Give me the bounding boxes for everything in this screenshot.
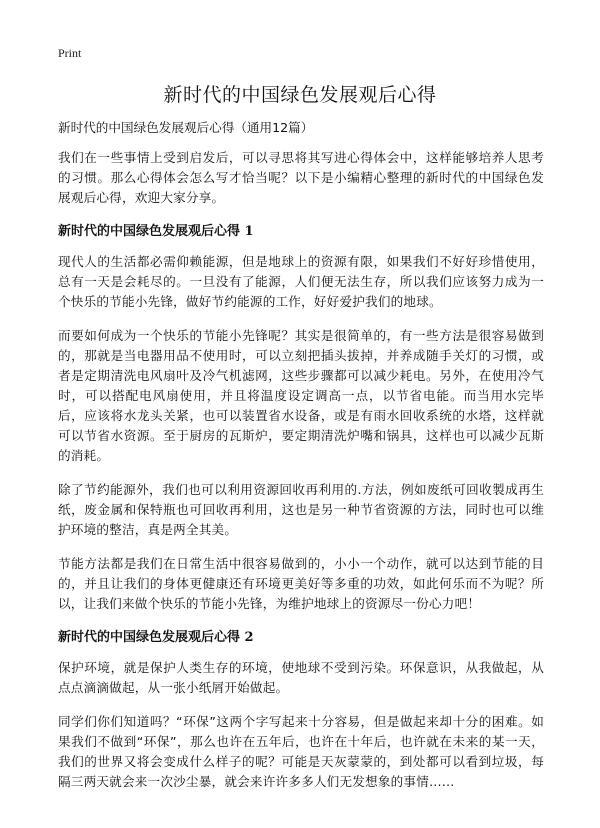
- intro-paragraph: 我们在一些事情上受到启发后，可以寻思将其写进心得体会中，这样能够培养人思考的习惯。那么心得体会怎么写才恰当呢？以下是小编精心整理的新时代的中国绿色发展观后心得，欢迎大家分享。: [58, 150, 544, 205]
- section-1-paragraph-4: 节能方法都是我们在日常生活中很容易做到的，小小一个动作，就可以达到节能的目的，并且让我们的身体更健康还有环境更美好等多重的功效，如此何乐而不为呢？所以，让我们来做个快乐的节能小先锋，为维护地球上的资源尽一份心力吧！: [58, 556, 544, 611]
- section-2-paragraph-1: 保护环境，就是保护人类生存的环境，使地球不受到污染。环保意识，从我做起，从点点滴滴做起，从一张小纸屑开始做起。: [58, 660, 544, 695]
- section-1-paragraph-2: 而要如何成为一个快乐的节能小先锋呢？其实是很简单的，有一些方法是很容易做到的，那就是当电器用品不使用时，可以立刻把插头拔掉，并养成随手关灯的习惯，或者是定期清洗电风扇叶及冷气机滤网，这些步骤都可以减少耗电。另外，在使用冷气时，可以搭配电风扇使用，并且将温度设定调高一点，以节省电能。而当用水完毕后，应该将水龙头关紧，也可以装置省水设备，或是有雨水回收系统的水塔，这样就可以节省水资源。至于厨房的瓦斯炉，要定期清洗炉嘴和锅具，这样也可以减少瓦斯的消耗。: [58, 328, 544, 463]
- page-title: 新时代的中国绿色发展观后心得: [163, 84, 437, 106]
- section-1-paragraph-3: 除了节约能源外，我们也可以利用资源回收再利用的.方法，例如废纸可回收製成再生纸，废金属和保特瓶也可回收再利用，这也是另一种节省资源的方法，同时也可以维护环境的整洁，真是两全其美。: [58, 482, 544, 537]
- section-heading-1: 新时代的中国绿色发展观后心得 1: [58, 224, 254, 239]
- print-link[interactable]: Print: [58, 46, 82, 60]
- document-body: [58, 118, 544, 806]
- section-2-paragraph-2: 同学们你们知道吗？“环保”这两个字写起来十分容易，但是做起来却十分的困难。如果我们不做到“环保”，那么也许在五年后，也许在十年后，也许就在未来的某一天，我们的世界又将会变成什么样子的呢？可能是天灰蒙蒙的，到处都可以看到垃圾，每隔三两天就会来一次沙尘暴，就会来许许多多人们无发想象的事情……: [58, 714, 544, 789]
- section-heading-2: 新时代的中国绿色发展观后心得 2: [58, 630, 254, 645]
- section-1-paragraph-1: 现代人的生活都必需仰赖能源，但是地球上的资源有限，如果我们不好好珍惜使用，总有一天是会耗尽的。一旦没有了能源，人们便无法生存，所以我们应该努力成为一个快乐的节能小先锋，做好节约能源的工作，好好爱护我们的地球。: [58, 254, 544, 309]
- document-subtitle: 新时代的中国绿色发展观后心得（通用12篇）: [58, 120, 314, 135]
